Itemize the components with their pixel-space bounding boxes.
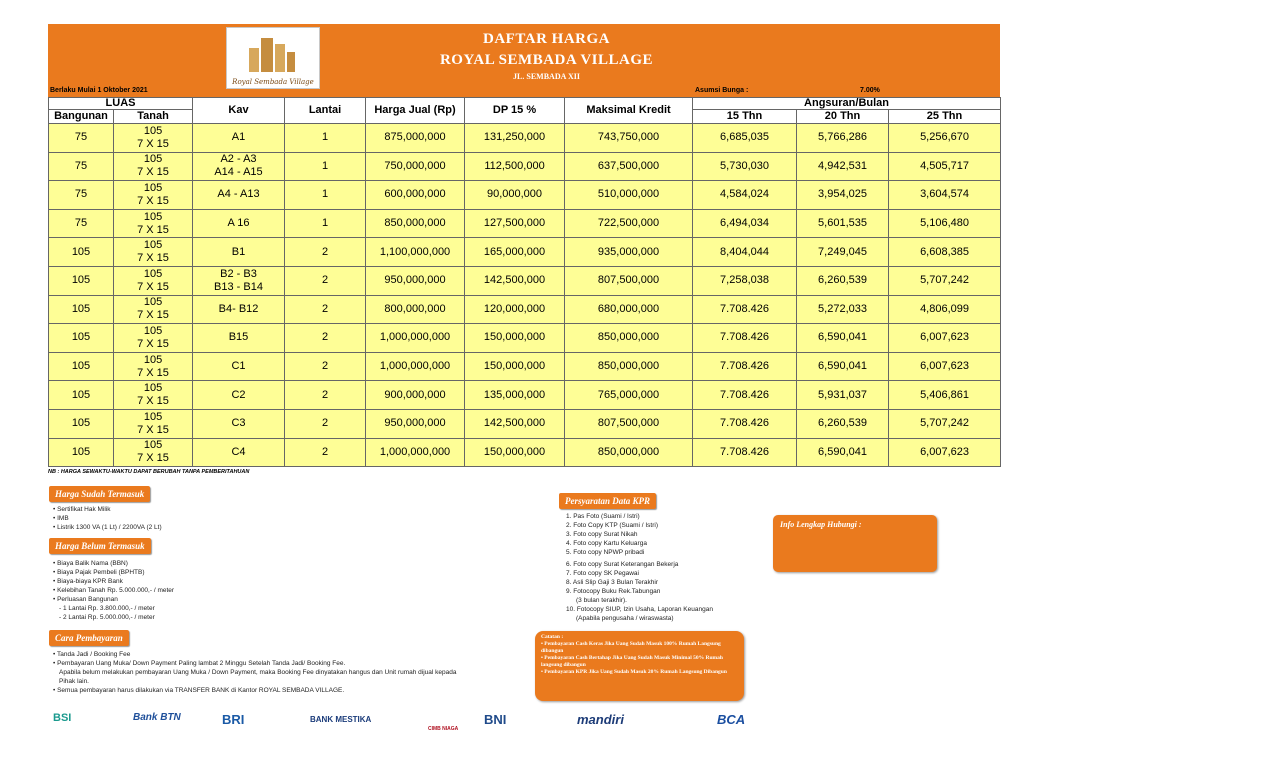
cell-25thn: 6,608,385 — [889, 238, 1001, 267]
cell-15thn: 8,404,044 — [693, 238, 797, 267]
cell-20thn: 6,260,539 — [797, 409, 889, 438]
cell-25thn: 6,007,623 — [889, 352, 1001, 381]
cell-dp: 150,000,000 — [465, 324, 565, 353]
cell-kav — [193, 438, 285, 467]
cell-lantai: 2 — [285, 381, 366, 410]
cell-harga: 800,000,000 — [366, 295, 465, 324]
cell-15thn: 7.708.426 — [693, 352, 797, 381]
cell-kredit: 850,000,000 — [565, 438, 693, 467]
cell-tanah — [114, 238, 193, 267]
cell-kav — [193, 238, 285, 267]
bank-logo-bsi: BSI — [53, 712, 72, 724]
bank-logo-btn: Bank BTN — [133, 712, 181, 723]
cell-lantai: 1 — [285, 152, 366, 181]
cell-tanah — [114, 152, 193, 181]
list-item: • IMB — [53, 514, 162, 523]
list-item: 9. Fotocopy Buku Rek.Tabungan — [566, 588, 661, 595]
cell-kredit: 850,000,000 — [565, 324, 693, 353]
cell-bangunan: 75 — [49, 152, 114, 181]
bank-logo-mandiri: mandiri — [577, 712, 624, 727]
cell-20thn: 5,601,535 — [797, 209, 889, 238]
cell-tanah — [114, 381, 193, 410]
cell-tanah — [114, 352, 193, 381]
cell-tanah — [114, 295, 193, 324]
list-item: • Biaya Balik Nama (BBN) — [53, 559, 174, 568]
tanah-area: 105 — [143, 124, 163, 137]
kav-label: A 16 — [227, 217, 250, 230]
cell-lantai: 2 — [285, 266, 366, 295]
col-tanah: Tanah — [114, 110, 193, 124]
tanah-size: 7 X 15 — [137, 252, 169, 265]
list-item: 8. Asli Slip Gaji 3 Bulan Terakhir — [566, 579, 659, 586]
cell-harga: 950,000,000 — [366, 409, 465, 438]
cell-20thn: 3,954,025 — [797, 181, 889, 210]
list-item: • Listrik 1300 VA (1 Lt) / 2200VA (2 Lt) — [53, 523, 162, 532]
cell-kredit: 935,000,000 — [565, 238, 693, 267]
list-item: • Sertifikat Hak Milik — [53, 505, 162, 514]
cell-kav — [193, 324, 285, 353]
cell-15thn: 7,258,038 — [693, 266, 797, 295]
cell-25thn: 5,406,861 — [889, 381, 1001, 410]
cell-25thn: 6,007,623 — [889, 324, 1001, 353]
interest-value: 7.00% — [860, 87, 880, 94]
tanah-size: 7 X 15 — [137, 194, 169, 207]
list-item: • Tanda Jadi / Booking Fee — [53, 650, 473, 659]
tanah-area: 105 — [143, 410, 163, 423]
col-angsuran: Angsuran/Bulan — [693, 98, 1001, 110]
tanah-size: 7 X 15 — [137, 366, 169, 379]
cell-kredit: 807,500,000 — [565, 409, 693, 438]
valid-from: Berlaku Mulai 1 Oktober 2021 — [50, 87, 148, 94]
cell-kredit: 765,000,000 — [565, 381, 693, 410]
list-item: 7. Foto copy SK Pegawai — [566, 570, 639, 577]
col-kav: Kav — [193, 98, 285, 124]
table-row — [49, 124, 1001, 153]
cell-dp: 142,500,000 — [465, 266, 565, 295]
cell-20thn: 6,590,041 — [797, 324, 889, 353]
bank-logo-bri: BRI — [222, 712, 245, 727]
cell-kav — [193, 409, 285, 438]
sub-item: - 1 Lantai Rp. 3.800.000,- / meter — [59, 605, 155, 612]
cell-bangunan: 75 — [49, 181, 114, 210]
kav-label: A14 - A15 — [214, 166, 263, 179]
tanah-size: 7 X 15 — [137, 166, 169, 179]
cell-tanah — [114, 209, 193, 238]
cell-kredit: 743,750,000 — [565, 124, 693, 153]
cell-15thn: 7.708.426 — [693, 295, 797, 324]
cell-15thn: 6,494,034 — [693, 209, 797, 238]
list-item: (Apabila pengusaha / wiraswasta) — [576, 615, 674, 622]
bank-logo-mestika: BANK MESTIKA — [310, 715, 372, 724]
info-title: Info Lengkap Hubungi : — [780, 520, 862, 529]
tanah-size: 7 X 15 — [137, 137, 169, 150]
cell-dp: 90,000,000 — [465, 181, 565, 210]
info-box — [773, 515, 937, 572]
col-lantai: Lantai — [285, 98, 366, 124]
harga-termasuk-heading: Harga Sudah Termasuk — [49, 486, 150, 502]
tanah-area: 105 — [143, 153, 163, 166]
cell-kav — [193, 352, 285, 381]
cell-25thn: 5,106,480 — [889, 209, 1001, 238]
cell-20thn: 5,766,286 — [797, 124, 889, 153]
cell-bangunan: 105 — [49, 438, 114, 467]
list-item: 6. Foto copy Surat Keterangan Bekerja — [566, 561, 679, 568]
cell-kav — [193, 381, 285, 410]
col-kredit: Maksimal Kredit — [565, 98, 693, 124]
cell-20thn: 5,931,037 — [797, 381, 889, 410]
catatan-item: • Pembayaran Cash Bertahap Jika Uang Sudah Masuk Minimal 50% Rumah langsung dibangun — [541, 655, 723, 668]
cell-25thn: 4,806,099 — [889, 295, 1001, 324]
cell-dp: 120,000,000 — [465, 295, 565, 324]
cell-bangunan: 105 — [49, 381, 114, 410]
logo-text: Royal Sembada Village — [232, 78, 314, 86]
tanah-area: 105 — [143, 353, 163, 366]
price-table — [48, 97, 1001, 467]
cell-lantai: 2 — [285, 352, 366, 381]
table-row — [49, 295, 1001, 324]
cell-bangunan: 105 — [49, 295, 114, 324]
kav-label: B13 - B14 — [214, 280, 263, 293]
cell-bangunan: 105 — [49, 266, 114, 295]
cell-harga: 850,000,000 — [366, 209, 465, 238]
table-row — [49, 152, 1001, 181]
cell-tanah — [114, 409, 193, 438]
cell-lantai: 2 — [285, 295, 366, 324]
tanah-size: 7 X 15 — [137, 395, 169, 408]
cell-harga: 950,000,000 — [366, 266, 465, 295]
cell-harga: 1,000,000,000 — [366, 324, 465, 353]
cell-harga: 1,000,000,000 — [366, 352, 465, 381]
cell-25thn: 6,007,623 — [889, 438, 1001, 467]
persyaratan-list — [566, 512, 713, 623]
cell-25thn: 5,707,242 — [889, 266, 1001, 295]
list-item: 2. Foto Copy KTP (Suami / Istri) — [566, 522, 658, 529]
catatan-item: • Pembayaran Cash Keras Jika Uang Sudah Masuk 100% Rumah Langsung dibangun — [541, 641, 721, 654]
col-luas: LUAS — [49, 98, 193, 110]
table-row — [49, 238, 1001, 267]
tanah-area: 105 — [143, 267, 163, 280]
list-item: 10. Fotocopy SIUP, Izin Usaha, Laporan Keuangan — [566, 606, 713, 613]
payment-note: Apabila belum melakukan pembayaran Uang Muka / Down Payment, maka Booking Fee dinyatakan hangus dan Unit rumah dijual kepada Pihak lain. — [59, 669, 457, 685]
catatan-box — [535, 631, 744, 701]
list-item: 1. Pas Foto (Suami / Istri) — [566, 513, 640, 520]
tanah-size: 7 X 15 — [137, 423, 169, 436]
cell-lantai: 2 — [285, 324, 366, 353]
tanah-area: 105 — [143, 439, 163, 452]
cell-kav — [193, 209, 285, 238]
table-row — [49, 209, 1001, 238]
cell-harga: 1,000,000,000 — [366, 438, 465, 467]
sub-item: - 2 Lantai Rp. 5.000.000,- / meter — [59, 614, 155, 621]
list-item: • Semua pembayaran harus dilakukan via TRANSFER BANK di Kantor ROYAL SEMBADA VILLAGE. — [53, 686, 473, 695]
cell-20thn: 5,272,033 — [797, 295, 889, 324]
cell-dp: 165,000,000 — [465, 238, 565, 267]
list-item: • Pembayaran Uang Muka/ Down Payment Paling lambat 2 Minggu Setelah Tanda Jadi/ Booking Fee. — [53, 659, 473, 668]
cell-kredit: 850,000,000 — [565, 352, 693, 381]
cell-20thn: 4,942,531 — [797, 152, 889, 181]
list-item: • Biaya-biaya KPR Bank — [53, 577, 174, 586]
catatan-title: Catatan : — [541, 634, 564, 640]
cell-bangunan: 105 — [49, 324, 114, 353]
page-title: DAFTAR HARGA — [483, 31, 610, 47]
cell-tanah — [114, 324, 193, 353]
cell-harga: 1,100,000,000 — [366, 238, 465, 267]
tanah-area: 105 — [143, 296, 163, 309]
cell-kav — [193, 295, 285, 324]
tanah-size: 7 X 15 — [137, 223, 169, 236]
kav-label: B4- B12 — [218, 302, 259, 315]
interest-label: Asumsi Bunga : — [695, 87, 749, 94]
cell-kredit: 722,500,000 — [565, 209, 693, 238]
cell-dp: 150,000,000 — [465, 352, 565, 381]
cara-bayar-heading: Cara Pembayaran — [49, 630, 129, 646]
cell-15thn: 7.708.426 — [693, 381, 797, 410]
cell-15thn: 6,685,035 — [693, 124, 797, 153]
cell-bangunan: 75 — [49, 124, 114, 153]
cell-25thn: 5,256,670 — [889, 124, 1001, 153]
kav-label: B2 - B3 — [220, 267, 257, 280]
table-row — [49, 352, 1001, 381]
cell-lantai: 1 — [285, 124, 366, 153]
list-item: 5. Foto copy NPWP pribadi — [566, 549, 645, 556]
col-25thn: 25 Thn — [889, 110, 1001, 124]
cell-15thn: 4,584,024 — [693, 181, 797, 210]
cell-25thn: 3,604,574 — [889, 181, 1001, 210]
cell-20thn: 6,590,041 — [797, 438, 889, 467]
cell-bangunan: 105 — [49, 409, 114, 438]
list-item: 4. Foto copy Kartu Keluarga — [566, 540, 647, 547]
table-row — [49, 324, 1001, 353]
kav-label: B15 — [228, 331, 249, 344]
price-note: NB : HARGA SEWAKTU-WAKTU DAPAT BERUBAH TANPA PEMBERITAHUAN — [48, 469, 250, 476]
bank-logo-bca: BCA — [717, 712, 746, 727]
cell-dp: 135,000,000 — [465, 381, 565, 410]
street-name: JL. SEMBADA XII — [513, 72, 580, 81]
tanah-area: 105 — [143, 239, 163, 252]
table-row — [49, 181, 1001, 210]
table-row — [49, 266, 1001, 295]
cara-bayar-list — [53, 650, 473, 695]
cell-kredit: 510,000,000 — [565, 181, 693, 210]
cell-dp: 142,500,000 — [465, 409, 565, 438]
cell-harga: 600,000,000 — [366, 181, 465, 210]
harga-belum-heading: Harga Belum Termasuk — [49, 538, 151, 554]
harga-belum-list — [53, 559, 174, 622]
cell-15thn: 5,730,030 — [693, 152, 797, 181]
tanah-area: 105 — [143, 324, 163, 337]
cell-dp: 127,500,000 — [465, 209, 565, 238]
cell-kredit: 637,500,000 — [565, 152, 693, 181]
table-row — [49, 438, 1001, 467]
cell-20thn: 7,249,045 — [797, 238, 889, 267]
cell-lantai: 1 — [285, 209, 366, 238]
cell-lantai: 2 — [285, 238, 366, 267]
header-band — [48, 24, 1000, 97]
list-item: 3. Foto copy Surat Nikah — [566, 531, 638, 538]
kav-label: C1 — [231, 360, 246, 373]
kav-label: C3 — [231, 417, 246, 430]
harga-termasuk-list — [53, 505, 162, 532]
col-20thn: 20 Thn — [797, 110, 889, 124]
cell-15thn: 7.708.426 — [693, 324, 797, 353]
cell-harga: 900,000,000 — [366, 381, 465, 410]
cell-harga: 875,000,000 — [366, 124, 465, 153]
cell-tanah — [114, 266, 193, 295]
cell-15thn: 7.708.426 — [693, 438, 797, 467]
persyaratan-heading: Persyaratan Data KPR — [559, 493, 656, 509]
cell-kav — [193, 124, 285, 153]
cell-dp: 131,250,000 — [465, 124, 565, 153]
cell-kav — [193, 152, 285, 181]
tanah-size: 7 X 15 — [137, 337, 169, 350]
cell-kav — [193, 181, 285, 210]
cell-kav — [193, 266, 285, 295]
catatan-list — [541, 641, 738, 676]
page-subtitle: ROYAL SEMBADA VILLAGE — [439, 52, 654, 68]
cell-harga: 750,000,000 — [366, 152, 465, 181]
table-row — [49, 381, 1001, 410]
kav-label: C2 — [231, 388, 246, 401]
table-row — [49, 409, 1001, 438]
tanah-area: 105 — [143, 210, 163, 223]
cell-20thn: 6,260,539 — [797, 266, 889, 295]
cell-bangunan: 75 — [49, 209, 114, 238]
col-15thn: 15 Thn — [693, 110, 797, 124]
tanah-size: 7 X 15 — [137, 452, 169, 465]
list-item: • Biaya Pajak Pembeli (BPHTB) — [53, 568, 174, 577]
cell-bangunan: 105 — [49, 352, 114, 381]
bank-logo-bni: BNI — [484, 712, 507, 727]
list-item: (3 bulan terakhir). — [576, 597, 627, 604]
col-bangunan: Bangunan — [49, 110, 114, 124]
list-item: • Kelebihan Tanah Rp. 5.000.000,- / meter — [53, 586, 174, 595]
kav-label: A1 — [231, 131, 246, 144]
cell-kredit: 680,000,000 — [565, 295, 693, 324]
cell-bangunan: 105 — [49, 238, 114, 267]
cell-25thn: 5,707,242 — [889, 409, 1001, 438]
kav-label: B1 — [231, 245, 246, 258]
kav-label: A4 - A13 — [217, 188, 260, 201]
tanah-area: 105 — [143, 181, 163, 194]
col-dp: DP 15 % — [465, 98, 565, 124]
cell-tanah — [114, 438, 193, 467]
cell-lantai: 1 — [285, 181, 366, 210]
cell-kredit: 807,500,000 — [565, 266, 693, 295]
cell-25thn: 4,505,717 — [889, 152, 1001, 181]
cell-tanah — [114, 124, 193, 153]
cell-20thn: 6,590,041 — [797, 352, 889, 381]
bank-logo-cimb: CIMB NIAGA — [428, 726, 459, 732]
cell-dp: 150,000,000 — [465, 438, 565, 467]
catatan-item: • Pembayaran KPR Jika Uang Sudah Masuk 20% Rumah Langsung Dibangun — [541, 669, 727, 675]
cell-tanah — [114, 181, 193, 210]
cell-15thn: 7.708.426 — [693, 409, 797, 438]
tanah-size: 7 X 15 — [137, 309, 169, 322]
price-list-sheet — [48, 24, 1000, 475]
list-item: • Perluasan Bangunan — [53, 595, 174, 604]
kav-label: C4 — [231, 445, 246, 458]
cell-dp: 112,500,000 — [465, 152, 565, 181]
kav-label: A2 - A3 — [220, 153, 257, 166]
col-harga: Harga Jual (Rp) — [366, 98, 465, 124]
price-table-body — [49, 124, 1001, 467]
tanah-area: 105 — [143, 382, 163, 395]
cell-lantai: 2 — [285, 409, 366, 438]
cell-lantai: 2 — [285, 438, 366, 467]
tanah-size: 7 X 15 — [137, 280, 169, 293]
